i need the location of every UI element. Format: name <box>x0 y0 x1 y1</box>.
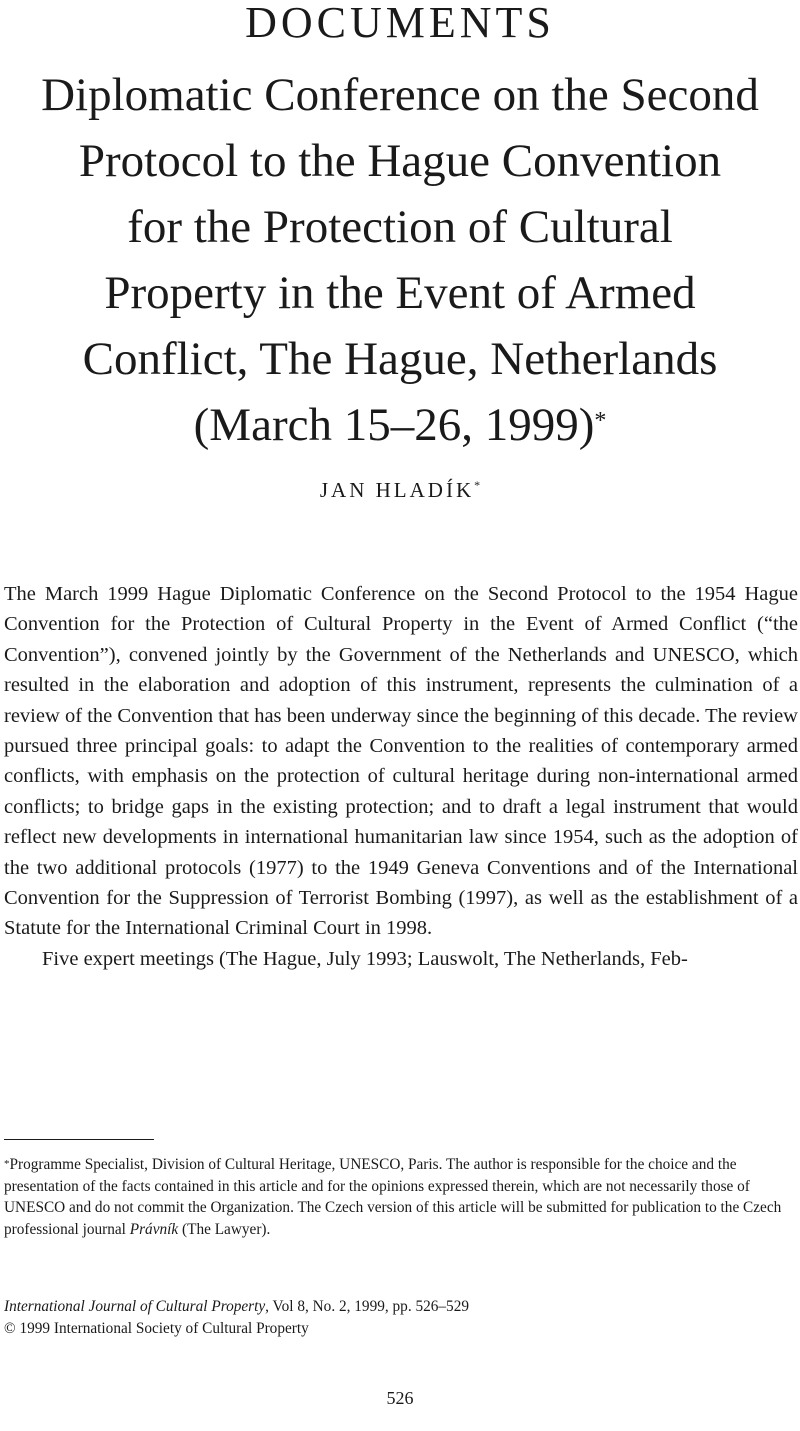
author-name: JAN HLADÍK <box>319 478 475 502</box>
footnote-rule <box>4 1139 154 1140</box>
footnote-text: Programme Specialist, Division of Cultural Heritage, UNESCO, Paris. The author is responsible for the choice and the presentation of the facts contained in this article and for the opinions expressed therein, which are not necessarily those of UNESCO and do not commit the Organization. The Czech version of this article will be submitted for publication to the Czech professional journal <box>4 1156 782 1238</box>
footnote <box>4 1154 798 1240</box>
article-title <box>0 62 800 458</box>
journal-citation <box>4 1296 798 1340</box>
title-line-1: Diplomatic Conference on the Second <box>41 69 759 121</box>
journal-name: International Journal of Cultural Property <box>4 1298 266 1315</box>
footnote-journal-name: Právník <box>129 1220 179 1238</box>
title-line-2: Protocol to the Hague Convention <box>78 135 722 187</box>
title-line-5: Conflict, The Hague, Netherlands <box>82 333 718 385</box>
title-line-4: Property in the Event of Armed <box>104 267 696 319</box>
title-footnote-mark: * <box>594 408 607 434</box>
author-byline <box>0 478 800 503</box>
footnote-mark: * <box>4 1158 10 1170</box>
section-label: DOCUMENTS <box>245 0 555 47</box>
article-body <box>4 579 798 974</box>
copyright-line: © 1999 International Society of Cultural Property <box>4 1320 309 1337</box>
body-paragraph-1: The March 1999 Hague Diplomatic Conference on the Second Protocol to the 1954 Hague Convention for the Protection of Cultural Property in the Event of Armed Conflict (“the Convention”), convened jointly by the Government of the Netherlands and UNESCO, which resulted in the elaboration and adoption of this instrument, represents the culmination of a review of the Convention that has been underway since the beginning of this decade. The review pursued three principal goals: to adapt the Convention to the realities of contemporary armed conflicts, with emphasis on the protection of cultural heritage during non-international armed conflicts; to bridge gaps in the existing protection; and to draft a legal instrument that would reflect new developments in international humanitarian law since 1954, such as the adoption of the two additional protocols (1977) to the 1949 Geneva Conventions and of the International Convention for the Suppression of Terrorist Bombing (1997), as well as the establishment of a Statute for the International Criminal Court in 1998. <box>4 583 798 940</box>
page-number: 526 <box>386 1388 414 1408</box>
title-line-6-wrap <box>0 392 800 458</box>
title-line-6: (March 15–26, 1999) <box>193 399 595 451</box>
author-footnote-mark: * <box>474 478 481 492</box>
body-paragraph-2: Five expert meetings (The Hague, July 1993; Lauswolt, The Netherlands, Feb- <box>42 947 688 970</box>
citation-line <box>4 1296 798 1318</box>
citation-details: , Vol 8, No. 2, 1999, pp. 526–529 <box>265 1298 470 1315</box>
title-line-3: for the Protection of Cultural <box>127 201 673 253</box>
footnote-text-end: (The Lawyer). <box>178 1220 271 1238</box>
